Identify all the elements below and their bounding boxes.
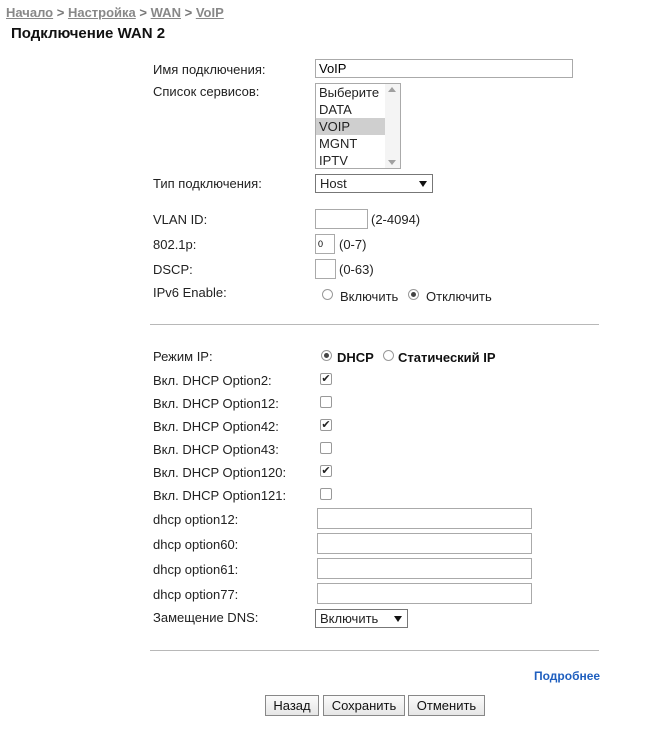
cancel-button[interactable]: Отменить: [408, 695, 485, 716]
scroll-down-icon[interactable]: [388, 160, 396, 165]
dhcp-option12-input[interactable]: [317, 508, 532, 529]
connection-name-label: Имя подключения:: [153, 62, 266, 77]
chevron-down-icon: [419, 181, 427, 187]
breadcrumb-wan-link[interactable]: WAN: [150, 5, 181, 20]
breadcrumb-settings-link[interactable]: Настройка: [67, 5, 136, 20]
connection-type-label: Тип подключения:: [153, 176, 262, 191]
services-option-iptv[interactable]: IPTV: [319, 153, 348, 168]
ipv6-enable-radio[interactable]: [322, 289, 333, 300]
save-button[interactable]: Сохранить: [323, 695, 405, 716]
dhcp-option43-label: Вкл. DHCP Option43:: [153, 442, 279, 457]
dns-override-label: Замещение DNS:: [153, 610, 259, 625]
services-option-select[interactable]: Выберите: [319, 85, 380, 100]
dhcp-option61-input[interactable]: [317, 558, 532, 579]
dhcp-option42-checkbox[interactable]: ✔: [321, 419, 331, 431]
ipv6-disable-label[interactable]: Отключить: [426, 289, 492, 304]
divider: [150, 324, 599, 325]
dns-override-select[interactable]: [315, 609, 408, 628]
dns-override-value: Включить: [320, 611, 379, 626]
dhcp-option77-field-label: dhcp option77:: [153, 587, 239, 602]
dhcp-option120-label: Вкл. DHCP Option120:: [153, 465, 287, 480]
chevron-down-icon: [394, 616, 402, 622]
ip-mode-dhcp-label[interactable]: DHCP: [337, 350, 374, 365]
p8021p-input[interactable]: [315, 234, 335, 254]
services-label: Список сервисов:: [153, 84, 260, 99]
p8021p-label: 802.1p:: [153, 237, 197, 252]
connection-name-input[interactable]: [315, 59, 573, 78]
dscp-label: DSCP:: [153, 262, 193, 277]
dhcp-option2-checkbox[interactable]: ✔: [321, 373, 331, 385]
p8021p-hint: (0-7): [339, 237, 367, 252]
services-scrollbar[interactable]: [385, 84, 400, 168]
dscp-hint: (0-63): [339, 262, 374, 277]
services-option-mgnt[interactable]: MGNT: [319, 136, 358, 151]
ip-mode-dhcp-radio[interactable]: [321, 350, 332, 361]
breadcrumb-voip-link[interactable]: VoIP: [195, 5, 224, 20]
breadcrumb: [6, 5, 224, 20]
services-option-voip[interactable]: VOIP: [316, 118, 385, 135]
dhcp-option121-checkbox[interactable]: [320, 488, 332, 500]
breadcrumb-separator: >: [56, 5, 65, 20]
divider: [150, 650, 599, 651]
dhcp-option60-input[interactable]: [317, 533, 532, 554]
dhcp-option120-checkbox[interactable]: ✔: [321, 465, 331, 477]
ip-mode-label: Режим IP:: [153, 349, 213, 364]
breadcrumb-home-link[interactable]: Начало: [6, 5, 54, 20]
dhcp-option61-field-label: dhcp option61:: [153, 562, 239, 577]
more-details-link[interactable]: Подробнее: [534, 669, 601, 683]
services-listbox[interactable]: [315, 83, 401, 169]
scroll-up-icon[interactable]: [388, 87, 396, 92]
dhcp-option12-field-label: dhcp option12:: [153, 512, 239, 527]
dhcp-option43-checkbox[interactable]: [320, 442, 332, 454]
dhcp-option12-checkbox[interactable]: [320, 396, 332, 408]
ipv6-disable-radio[interactable]: [408, 289, 419, 300]
ipv6-label: IPv6 Enable:: [153, 285, 227, 300]
connection-type-select[interactable]: [315, 174, 433, 193]
vlan-id-input[interactable]: [315, 209, 368, 229]
dhcp-option12-label: Вкл. DHCP Option12:: [153, 396, 279, 411]
dhcp-option2-label: Вкл. DHCP Option2:: [153, 373, 272, 388]
dhcp-option60-field-label: dhcp option60:: [153, 537, 239, 552]
dhcp-option77-input[interactable]: [317, 583, 532, 604]
connection-type-value: Host: [320, 176, 347, 191]
dhcp-option42-label: Вкл. DHCP Option42:: [153, 419, 279, 434]
dhcp-option121-label: Вкл. DHCP Option121:: [153, 488, 287, 503]
breadcrumb-separator: >: [184, 5, 193, 20]
page-title: Подключение WAN 2: [11, 25, 166, 42]
ip-mode-static-radio[interactable]: [383, 350, 394, 361]
ipv6-enable-label[interactable]: Включить: [340, 289, 399, 304]
breadcrumb-separator: >: [139, 5, 147, 20]
dscp-input[interactable]: [315, 259, 336, 279]
back-button[interactable]: Назад: [265, 695, 319, 716]
vlan-id-label: VLAN ID:: [153, 212, 208, 227]
vlan-id-hint: (2-4094): [371, 212, 421, 227]
services-option-data[interactable]: DATA: [319, 102, 352, 117]
ip-mode-static-label[interactable]: Статический IP: [398, 350, 496, 365]
